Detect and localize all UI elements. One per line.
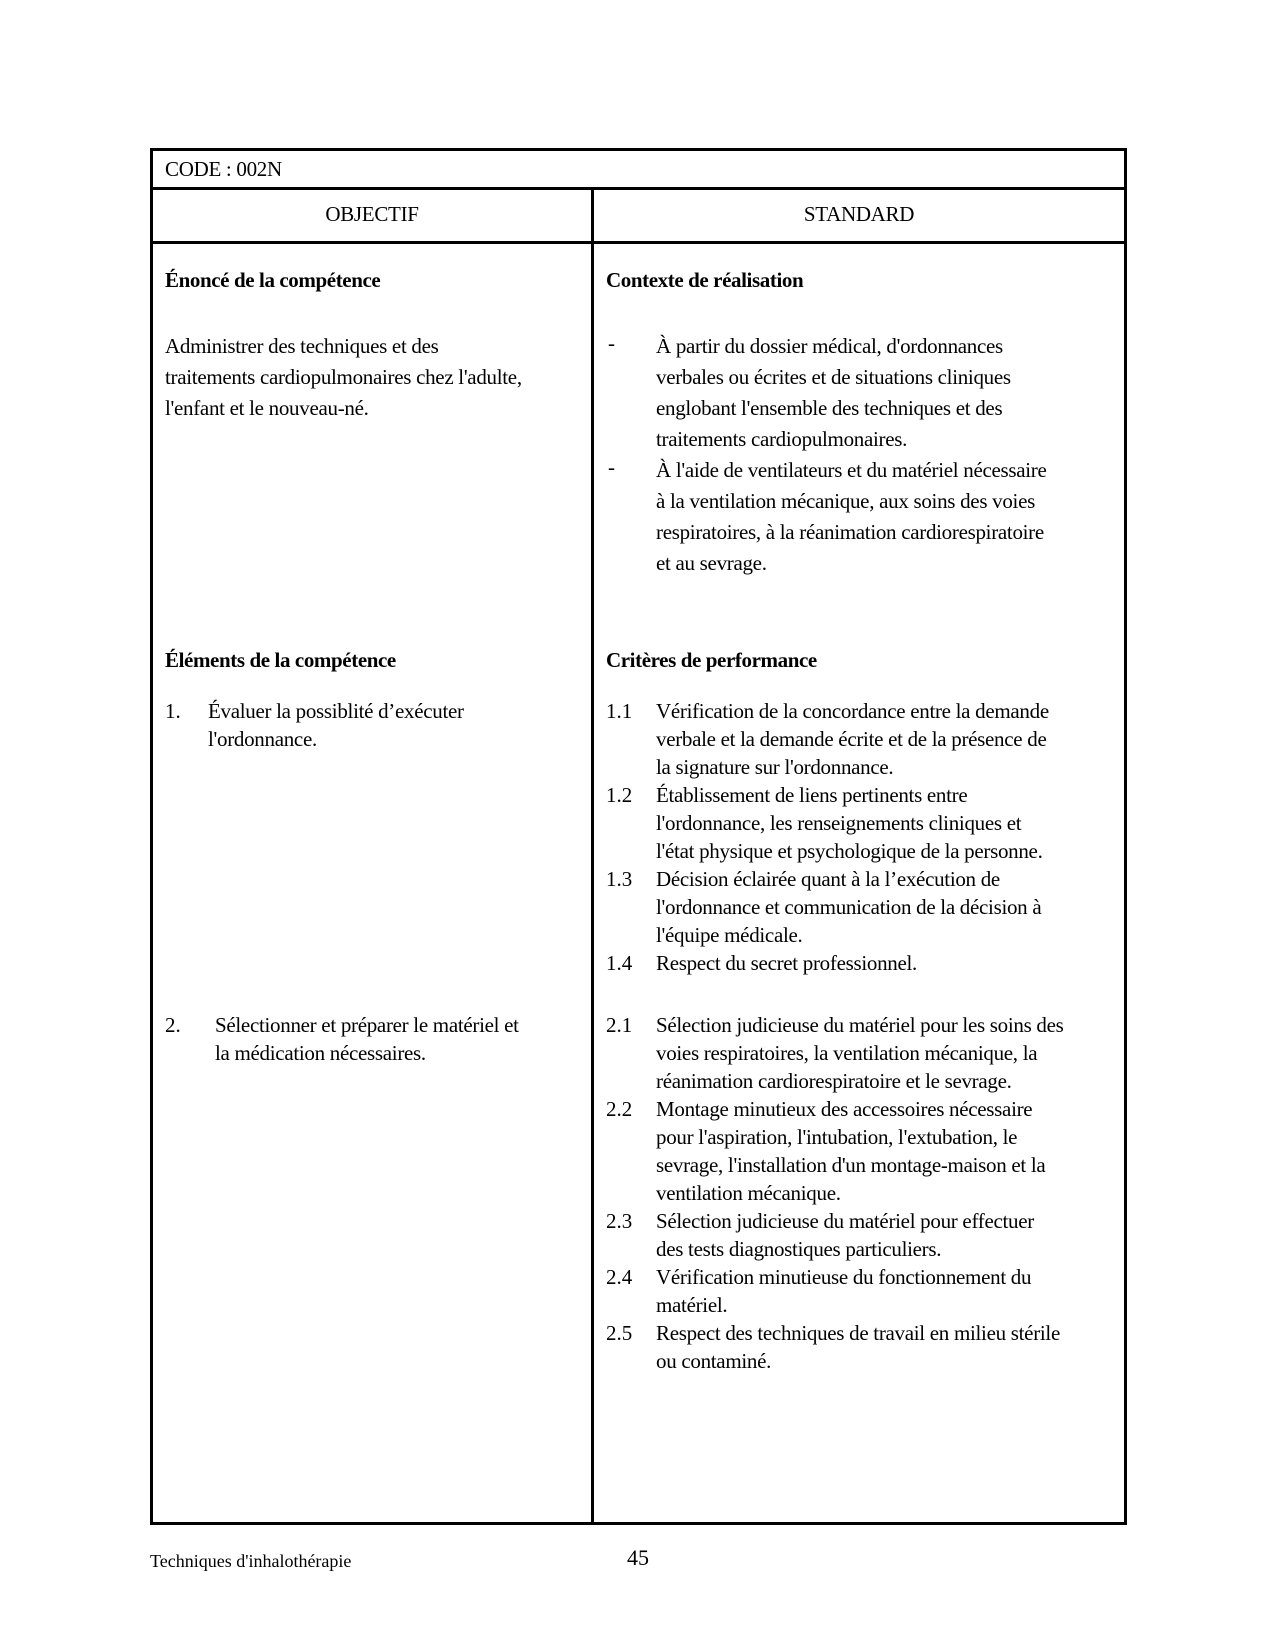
- element-line: la médication nécessaires.: [215, 1041, 426, 1065]
- critere-line: matériel.: [656, 1293, 728, 1317]
- critere-line: Vérification de la concordance entre la demande: [656, 699, 1049, 723]
- bullet-dash: -: [608, 455, 615, 479]
- element-line: Sélectionner et préparer le matériel et: [215, 1013, 519, 1037]
- element-line: l'ordonnance.: [208, 727, 317, 751]
- row-divider: [153, 241, 1124, 244]
- code-label: CODE : 002N: [165, 157, 282, 181]
- critere-line: pour l'aspiration, l'intubation, l'extubation, le: [656, 1125, 1018, 1149]
- contexte-line: et au sevrage.: [656, 551, 767, 575]
- contexte-line: verbales ou écrites et de situations cliniques: [656, 365, 1011, 389]
- critere-line: sevrage, l'installation d'un montage-maison et la: [656, 1153, 1046, 1177]
- critere-number: 1.2: [606, 783, 633, 807]
- contexte-line: englobant l'ensemble des techniques et des: [656, 396, 1003, 420]
- contexte-line: À partir du dossier médical, d'ordonnances: [656, 334, 1003, 358]
- enonce-line: l'enfant et le nouveau-né.: [165, 396, 369, 420]
- footer-title: Techniques d'inhalothérapie: [150, 1551, 352, 1571]
- contexte-line: à la ventilation mécanique, aux soins des voies: [656, 489, 1035, 513]
- critere-line: Montage minutieux des accessoires nécessaire: [656, 1097, 1033, 1121]
- critere-line: voies respiratoires, la ventilation mécanique, la: [656, 1041, 1038, 1065]
- column-divider: [591, 187, 594, 1522]
- critere-number: 1.1: [606, 699, 633, 723]
- critere-line: ou contaminé.: [656, 1349, 772, 1373]
- critere-number: 1.4: [606, 951, 633, 975]
- critere-line: Sélection judicieuse du matériel pour les soins des: [656, 1013, 1064, 1037]
- row-divider: [153, 187, 1124, 190]
- enonce-line: traitements cardiopulmonaires chez l'adulte,: [165, 365, 522, 389]
- column-header-standard: STANDARD: [803, 202, 915, 226]
- critere-line: la signature sur l'ordonnance.: [656, 755, 894, 779]
- column-header-objectif: OBJECTIF: [325, 202, 419, 226]
- critere-line: Respect du secret professionnel.: [656, 951, 917, 975]
- contexte-line: traitements cardiopulmonaires.: [656, 427, 908, 451]
- page-number: 45: [627, 1545, 649, 1570]
- critere-line: l'équipe médicale.: [656, 923, 803, 947]
- critere-line: l'état physique et psychologique de la personne.: [656, 839, 1043, 863]
- criteres-heading: Critères de performance: [606, 648, 817, 672]
- critere-line: l'ordonnance, les renseignements cliniques et: [656, 811, 1022, 835]
- critere-line: Vérification minutieuse du fonctionnement du: [656, 1265, 1032, 1289]
- critere-line: l'ordonnance et communication de la décision à: [656, 895, 1042, 919]
- element-line: Évaluer la possiblité d’exécuter: [208, 699, 464, 723]
- critere-line: réanimation cardiorespiratoire et le sevrage.: [656, 1069, 1012, 1093]
- critere-line: ventilation mécanique.: [656, 1181, 841, 1205]
- bullet-dash: -: [608, 331, 615, 355]
- competency-table: [150, 148, 1127, 1525]
- critere-number: 2.3: [606, 1209, 633, 1233]
- contexte-heading: Contexte de réalisation: [606, 268, 804, 292]
- critere-number: 2.5: [606, 1321, 633, 1345]
- critere-line: Décision éclairée quant à la l’exécution de: [656, 867, 1000, 891]
- critere-number: 2.2: [606, 1097, 633, 1121]
- enonce-heading: Énoncé de la compétence: [165, 268, 381, 292]
- critere-line: verbale et la demande écrite et de la présence de: [656, 727, 1047, 751]
- enonce-line: Administrer des techniques et des: [165, 334, 439, 358]
- contexte-line: respiratoires, à la réanimation cardiorespiratoire: [656, 520, 1044, 544]
- elements-heading: Éléments de la compétence: [165, 648, 396, 672]
- critere-number: 1.3: [606, 867, 633, 891]
- critere-number: 2.1: [606, 1013, 633, 1037]
- critere-line: Respect des techniques de travail en milieu stérile: [656, 1321, 1060, 1345]
- critere-line: des tests diagnostiques particuliers.: [656, 1237, 942, 1261]
- critere-line: Établissement de liens pertinents entre: [656, 783, 968, 807]
- element-number: 1.: [165, 699, 181, 723]
- contexte-line: À l'aide de ventilateurs et du matériel nécessaire: [656, 458, 1047, 482]
- critere-number: 2.4: [606, 1265, 633, 1289]
- critere-line: Sélection judicieuse du matériel pour effectuer: [656, 1209, 1034, 1233]
- element-number: 2.: [165, 1013, 181, 1037]
